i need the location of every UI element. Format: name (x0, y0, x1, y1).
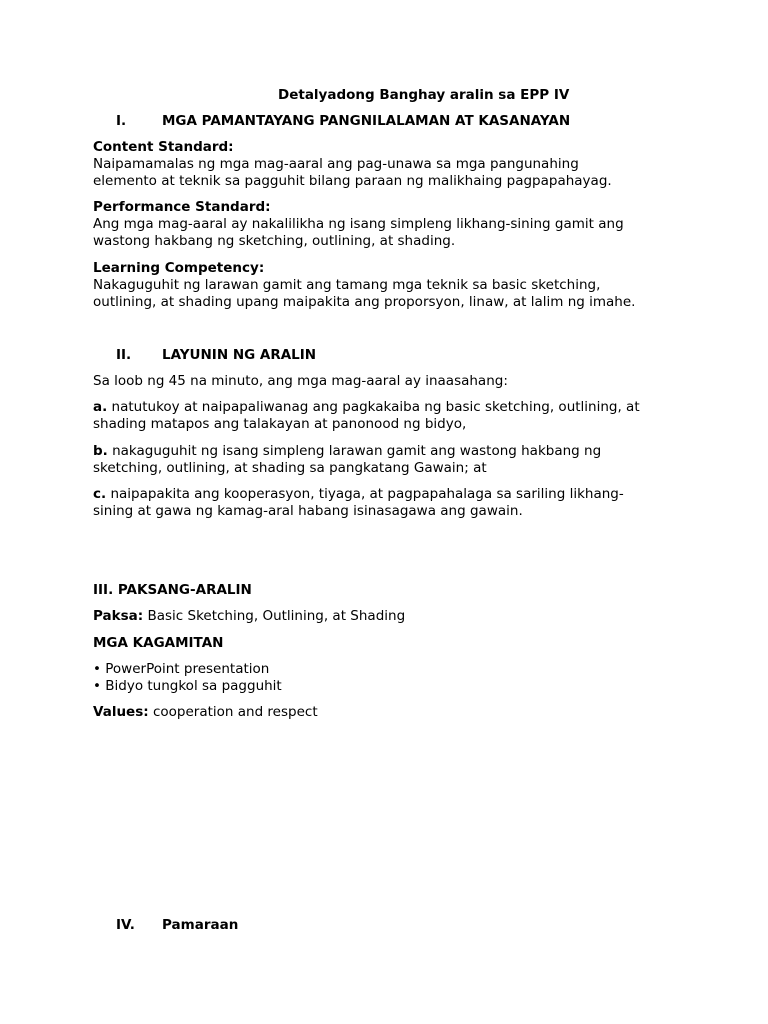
topic-line (93, 608, 683, 625)
learning-competency (93, 260, 683, 311)
performance-standard-line: Ang mga mag-aaral ay nakalilikha ng isang simpleng likhang-sining gamit ang (93, 216, 624, 232)
objectives-intro: Sa loob ng 45 na minuto, ang mga mag-aaral ay inaasahang: (93, 373, 508, 389)
objective-text: natutukoy at naipapaliwanag ang pagkakaiba ng basic sketching, outlining, at (111, 399, 640, 415)
list-item: • PowerPoint presentation (93, 661, 270, 677)
performance-standard-line: wastong hakbang ng sketching, outlining, at shading. (93, 233, 456, 249)
section4-title: Pamaraan (162, 917, 239, 933)
materials-heading: MGA KAGAMITAN (93, 635, 224, 651)
materials-list (93, 661, 683, 695)
section3-title: III. PAKSANG-ARALIN (93, 582, 252, 598)
content-standard (93, 139, 683, 190)
objective-letter: c. (93, 486, 107, 502)
objective-text: shading matapos ang talakayan at panonood ng bidyo, (93, 416, 467, 432)
learning-competency-line: Nakaguguhit ng larawan gamit ang tamang mga teknik sa basic sketching, (93, 277, 601, 293)
objective-text: naipapakita ang kooperasyon, tiyaga, at pagpapahalaga sa sariling likhang- (110, 486, 624, 502)
objective-item (93, 443, 683, 477)
topic-label: Paksa: (93, 608, 144, 624)
objective-letter: a. (93, 399, 108, 415)
learning-competency-label: Learning Competency: (93, 260, 265, 276)
objective-text: sketching, outlining, at shading sa pangkatang Gawain; at (93, 460, 487, 476)
content-standard-line: elemento at teknik sa pagguhit bilang paraan ng malikhaing pagpapahayag. (93, 173, 612, 189)
section2-title: LAYUNIN NG ARALIN (162, 347, 317, 363)
values-label: Values: (93, 704, 149, 720)
content-standard-label: Content Standard: (93, 139, 234, 155)
values-line (93, 704, 683, 721)
section4-number: IV. (116, 917, 135, 933)
objective-item (93, 486, 683, 520)
performance-standard-label: Performance Standard: (93, 199, 271, 215)
learning-competency-line: outlining, at shading upang maipakita ang proporsyon, linaw, at lalim ng imahe. (93, 294, 636, 310)
objective-text: sining at gawa ng kamag-aral habang isinasagawa ang gawain. (93, 503, 523, 519)
objective-text: nakaguguhit ng isang simpleng larawan gamit ang wastong hakbang ng (112, 443, 602, 459)
section1-number: I. (116, 113, 127, 129)
document-title: Detalyadong Banghay aralin sa EPP IV (278, 87, 570, 103)
values-value: cooperation and respect (152, 704, 318, 720)
content-standard-line: Naipamamalas ng mga mag-aaral ang pag-unawa sa mga pangunahing (93, 156, 579, 172)
section1-title: MGA PAMANTAYANG PANGNILALAMAN AT KASANAYAN (162, 113, 571, 129)
section2-number: II. (116, 347, 132, 363)
objective-letter: b. (93, 443, 108, 459)
list-item: • Bidyo tungkol sa pagguhit (93, 678, 282, 694)
topic-value: Basic Sketching, Outlining, at Shading (147, 608, 406, 624)
performance-standard (93, 199, 683, 250)
objective-item (93, 399, 683, 433)
